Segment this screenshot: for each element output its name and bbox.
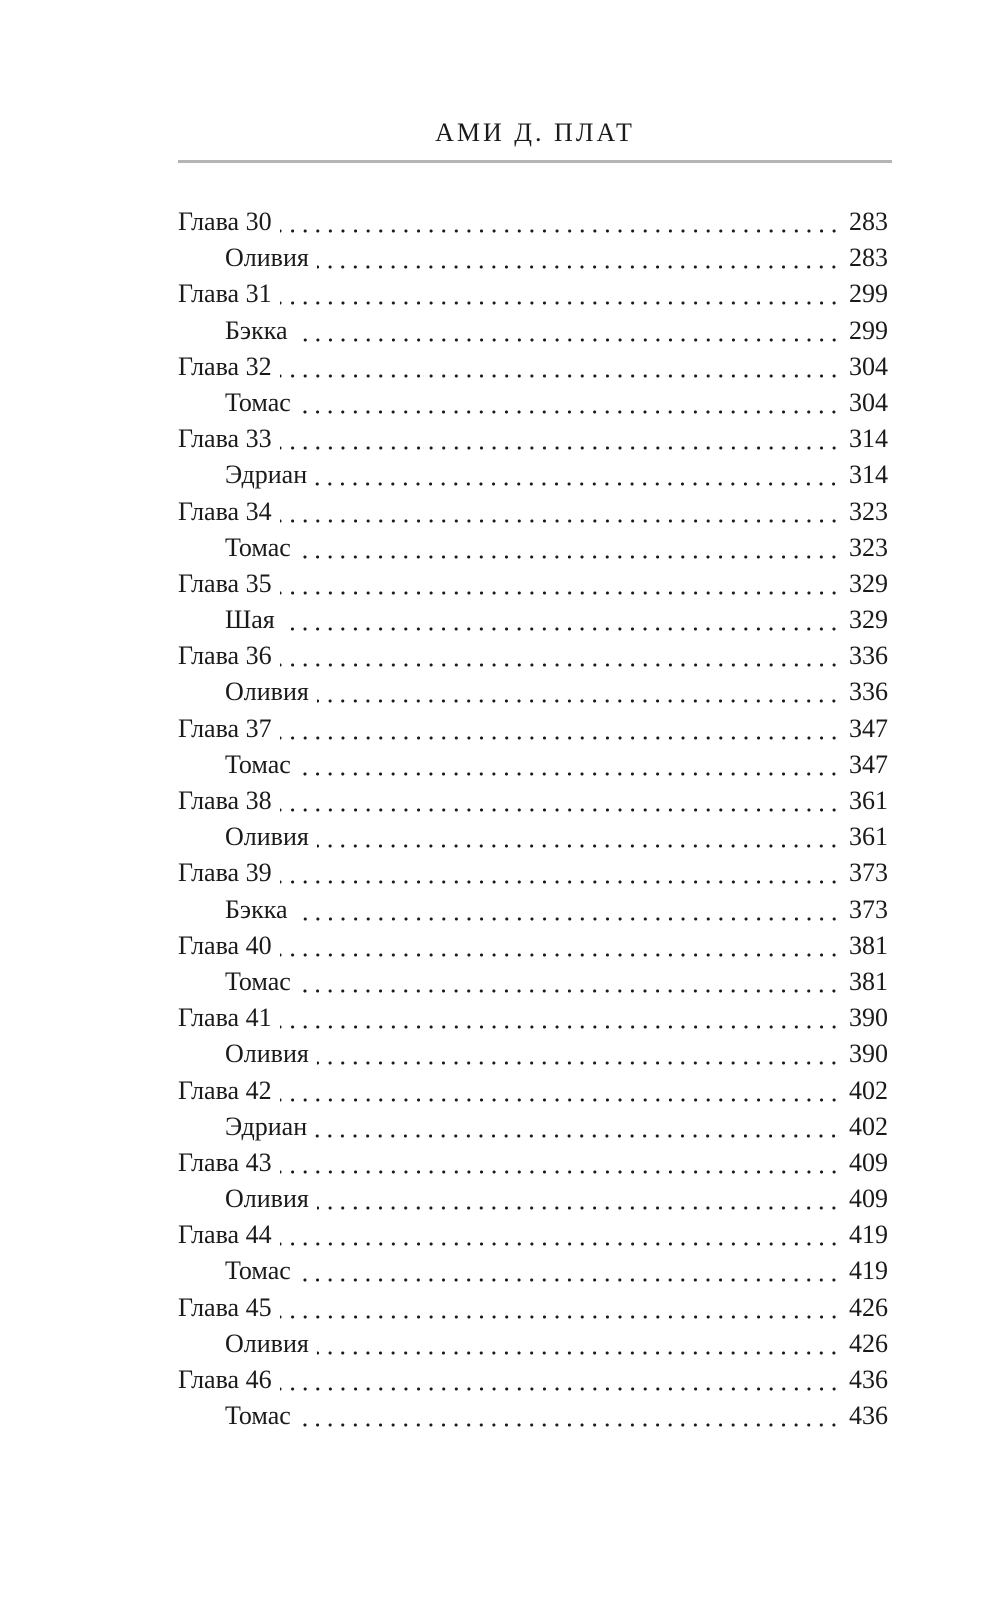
dot-leader — [299, 1398, 840, 1434]
dot-leader — [280, 1290, 840, 1326]
toc-page-number: 426 — [849, 1328, 888, 1358]
toc-entry-label: Оливия — [225, 1039, 309, 1069]
toc-entry-label: Глава 45 — [178, 1292, 272, 1322]
toc-page-number: 402 — [849, 1075, 888, 1105]
toc-page-number: 314 — [849, 424, 888, 454]
toc-chapter-entry — [178, 1000, 888, 1036]
toc-entry-label: Томас — [225, 387, 291, 417]
toc-page-number: 329 — [849, 568, 888, 598]
toc-page-number: 409 — [849, 1147, 888, 1177]
toc-entry-label: Эдриан — [225, 460, 308, 490]
toc-chapter-entry — [178, 783, 888, 819]
toc-entry-label: Томас — [225, 966, 291, 996]
toc-page-number: 409 — [849, 1184, 888, 1214]
toc-entry-label: Глава 46 — [178, 1365, 272, 1394]
toc-page-number: 390 — [849, 1003, 888, 1033]
toc-entry-label: Оливия — [225, 677, 309, 707]
toc-page-number: 299 — [849, 279, 888, 309]
dot-leader — [317, 1181, 840, 1217]
dot-leader — [280, 494, 840, 530]
dot-leader — [280, 638, 840, 674]
dot-leader — [283, 602, 840, 638]
toc-chapter-entry — [178, 566, 888, 602]
toc-page-number: 373 — [849, 858, 888, 888]
toc-page-number: 419 — [849, 1256, 888, 1286]
toc-page-number: 381 — [849, 966, 888, 996]
toc-entry-label: Оливия — [225, 1184, 309, 1214]
toc-subentry — [178, 530, 888, 566]
toc-entry-label: Глава 36 — [178, 641, 272, 671]
toc-entry-label: Томас — [225, 1256, 291, 1286]
toc-entry-label: Глава 32 — [178, 351, 272, 381]
dot-leader — [317, 1326, 840, 1362]
dot-leader — [299, 530, 840, 566]
toc-page-number: 336 — [849, 677, 888, 707]
dot-leader — [280, 783, 840, 819]
dot-leader — [280, 855, 840, 891]
dot-leader — [280, 566, 840, 602]
dot-leader — [315, 457, 840, 493]
toc-chapter-entry — [178, 204, 888, 240]
dot-leader — [280, 928, 840, 964]
toc-entry-label: Глава 38 — [178, 786, 272, 815]
toc-subentry — [178, 457, 888, 493]
toc-page-number: 390 — [849, 1039, 888, 1069]
toc-chapter-entry — [178, 1362, 888, 1398]
toc-page-number: 426 — [849, 1292, 888, 1322]
toc-chapter-entry — [178, 1073, 888, 1109]
toc-page-number: 304 — [849, 387, 888, 417]
toc-entry-label: Глава 42 — [178, 1075, 272, 1105]
toc-page-number: 381 — [849, 930, 888, 960]
toc-subentry — [178, 602, 888, 638]
toc-page-number: 323 — [849, 532, 888, 562]
dot-leader — [280, 421, 840, 457]
toc-page-number: 283 — [849, 243, 888, 273]
toc-entry-label: Глава 35 — [178, 568, 272, 598]
toc-page-number: 283 — [849, 207, 888, 236]
dot-leader — [296, 892, 841, 928]
toc-subentry — [178, 1253, 888, 1289]
toc-chapter-entry — [178, 276, 888, 312]
toc-entry-label: Томас — [225, 532, 291, 562]
toc-entry-label: Шая — [225, 605, 275, 635]
toc-page-number: 314 — [849, 460, 888, 490]
toc-entry-label: Глава 37 — [178, 713, 272, 743]
toc-page-number: 304 — [849, 351, 888, 381]
dot-leader — [317, 1036, 840, 1072]
toc-chapter-entry — [178, 421, 888, 457]
dot-leader — [280, 1145, 840, 1181]
toc-chapter-entry — [178, 1217, 888, 1253]
toc-chapter-entry — [178, 1145, 888, 1181]
toc-page-number: 347 — [849, 713, 888, 743]
dot-leader — [299, 747, 840, 783]
dot-leader — [280, 711, 840, 747]
dot-leader — [317, 819, 840, 855]
dot-leader — [299, 385, 840, 421]
toc-entry-label: Глава 44 — [178, 1220, 272, 1250]
toc-subentry — [178, 1109, 888, 1145]
dot-leader — [280, 1073, 840, 1109]
toc-entry-label: Глава 33 — [178, 424, 272, 454]
toc-subentry — [178, 964, 888, 1000]
toc-entry-label: Глава 41 — [178, 1003, 272, 1033]
toc-subentry — [178, 385, 888, 421]
toc-page-number: 299 — [849, 315, 888, 345]
toc-page-number: 402 — [849, 1111, 888, 1141]
toc-page-number: 336 — [849, 641, 888, 671]
toc-subentry — [178, 819, 888, 855]
toc-chapter-entry — [178, 855, 888, 891]
toc-chapter-entry — [178, 494, 888, 530]
toc-subentry — [178, 1398, 888, 1434]
toc-entry-label: Оливия — [225, 1328, 309, 1358]
dot-leader — [317, 674, 840, 710]
toc-entry-label: Глава 30 — [178, 207, 272, 236]
toc-entry-label: Глава 39 — [178, 858, 272, 888]
toc-entry-label: Глава 31 — [178, 279, 272, 309]
toc-entry-label: Томас — [225, 1401, 291, 1431]
dot-leader — [280, 1000, 840, 1036]
toc-entry-label: Оливия — [225, 822, 309, 852]
dot-leader — [317, 240, 840, 276]
toc-page-number: 436 — [849, 1401, 888, 1431]
toc-chapter-entry — [178, 1290, 888, 1326]
toc-subentry — [178, 674, 888, 710]
toc-entry-label: Бэкка — [225, 894, 288, 924]
table-of-contents — [178, 204, 888, 1434]
toc-page-number: 373 — [849, 894, 888, 924]
toc-page-number: 419 — [849, 1220, 888, 1250]
toc-chapter-entry — [178, 349, 888, 385]
toc-entry-label: Глава 40 — [178, 930, 272, 960]
toc-chapter-entry — [178, 638, 888, 674]
toc-page-number: 347 — [849, 749, 888, 779]
toc-subentry — [178, 747, 888, 783]
toc-entry-label: Бэкка — [225, 315, 288, 345]
toc-chapter-entry — [178, 711, 888, 747]
toc-subentry — [178, 240, 888, 276]
toc-subentry — [178, 1181, 888, 1217]
toc-page-number: 361 — [849, 786, 888, 815]
dot-leader — [280, 1362, 840, 1398]
toc-entry-label: Эдриан — [225, 1111, 308, 1141]
dot-leader — [280, 1217, 840, 1253]
dot-leader — [299, 964, 840, 1000]
dot-leader — [280, 276, 840, 312]
toc-page-number: 323 — [849, 496, 888, 526]
toc-page-number: 436 — [849, 1365, 888, 1394]
toc-entry-label: Глава 43 — [178, 1147, 272, 1177]
toc-entry-label: Томас — [225, 749, 291, 779]
toc-subentry — [178, 313, 888, 349]
header-divider — [178, 160, 892, 163]
dot-leader — [296, 313, 841, 349]
running-header: АМИ Д. ПЛАТ — [435, 118, 635, 147]
dot-leader — [280, 349, 840, 385]
dot-leader — [280, 204, 840, 240]
dot-leader — [299, 1253, 840, 1289]
dot-leader — [315, 1109, 840, 1145]
toc-subentry — [178, 1036, 888, 1072]
toc-subentry — [178, 892, 888, 928]
toc-page-number: 361 — [849, 822, 888, 852]
toc-page-number: 329 — [849, 605, 888, 635]
toc-subentry — [178, 1326, 888, 1362]
toc-entry-label: Оливия — [225, 243, 309, 273]
toc-chapter-entry — [178, 928, 888, 964]
toc-entry-label: Глава 34 — [178, 496, 272, 526]
